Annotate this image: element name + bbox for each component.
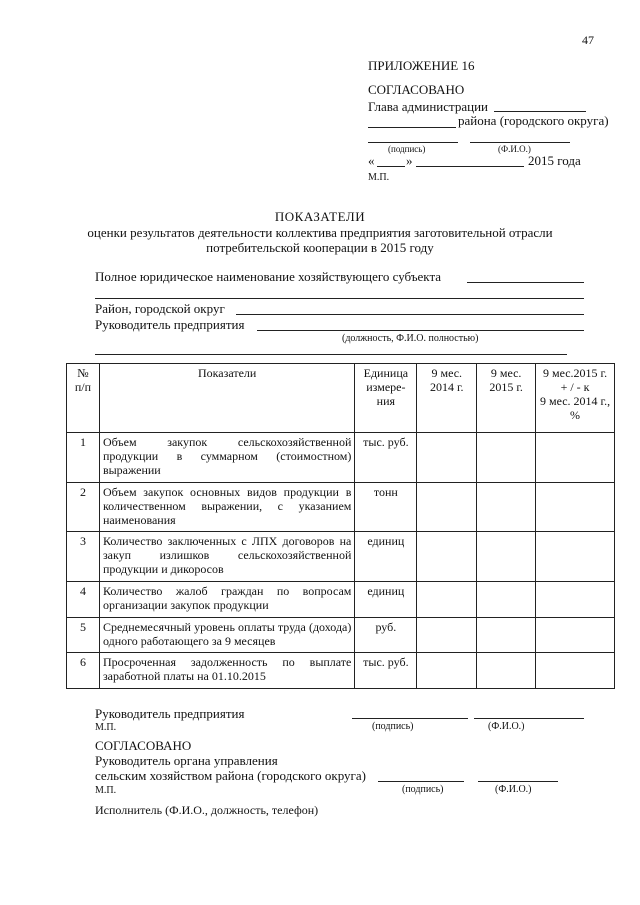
cell-9m-2014: [417, 433, 477, 483]
footer-executor-label: Исполнитель (Ф.И.О., должность, телефон): [95, 803, 319, 817]
footer-stamp-2: М.П.: [95, 785, 117, 796]
table-row: [67, 582, 615, 618]
row-unit: тонн: [355, 483, 417, 532]
row-unit: тыс. руб.: [355, 653, 417, 689]
footer-fio-caption-1: (Ф.И.О.): [488, 721, 525, 732]
signature-caption: (подпись): [388, 144, 426, 154]
row-indicator: Объем закупок сельскохозяйственной продукции в суммарном (стоимостном) выражении: [99, 433, 354, 483]
page-number: 47: [582, 33, 594, 47]
cell-9m-2014: [417, 582, 477, 618]
footer-fio-line-2: [478, 781, 558, 782]
row-number: 5: [67, 618, 100, 653]
day-line: [377, 166, 405, 167]
row-indicator: Количество жалоб граждан по вопросам организации закупок продукции: [99, 582, 354, 618]
cell-9m-2015: [477, 433, 536, 483]
cell-9m-2014: [417, 653, 477, 689]
year-label: 2015 года: [528, 153, 581, 168]
header-unit: Единица измере- ния: [355, 364, 417, 433]
district-label: района (городского округа): [458, 113, 609, 128]
district-field-label: Район, городской округ: [95, 301, 225, 316]
appendix-label: ПРИЛОЖЕНИЕ 16: [368, 58, 475, 73]
admin-name-line: [494, 111, 586, 112]
cell-change: [536, 618, 615, 653]
footer-signature-line-1: [352, 718, 468, 719]
position-caption: (должность, Ф.И.О. полностью): [342, 333, 479, 344]
footer-signature-caption-2: (подпись): [402, 784, 444, 795]
row-indicator: Объем закупок основных видов продукции в количественном выражении, с указанием наименования: [99, 483, 354, 532]
date-close-quote: »: [406, 153, 413, 168]
row-unit: тыс. руб.: [355, 433, 417, 483]
cell-change: [536, 483, 615, 532]
agreed-label: СОГЛАСОВАНО: [368, 82, 465, 97]
title-line-2: потребительской кооперации в 2015 году: [206, 240, 434, 255]
footer-authority-line-2: сельским хозяйством района (городского округа): [95, 768, 366, 783]
fio-caption: (Ф.И.О.): [498, 144, 531, 154]
head-field-line-2: [95, 354, 567, 355]
footer-authority-line-1: Руководитель органа управления: [95, 753, 278, 768]
header-9m-2015: 9 мес. 2015 г.: [477, 364, 536, 433]
date-open-quote: «: [368, 153, 375, 168]
cell-9m-2014: [417, 532, 477, 582]
month-line: [416, 166, 524, 167]
fio-line: [470, 142, 570, 143]
footer-head-label: Руководитель предприятия: [95, 706, 245, 721]
footer-signature-line-2: [378, 781, 464, 782]
signature-line: [368, 142, 458, 143]
head-field-label: Руководитель предприятия: [95, 317, 245, 332]
footer-fio-line-1: [474, 718, 584, 719]
cell-9m-2015: [477, 532, 536, 582]
indicators-table: [66, 363, 615, 689]
cell-change: [536, 532, 615, 582]
row-indicator: Количество заключенных с ЛПХ договоров на закуп излишков сельскохозяйственной продукции и дикоросов: [99, 532, 354, 582]
stamp-label: М.П.: [368, 172, 390, 183]
table-header-row: [67, 364, 615, 433]
cell-change: [536, 653, 615, 689]
document-title: ПОКАЗАТЕЛИ: [274, 209, 366, 224]
head-admin-label: Глава администрации: [368, 99, 489, 114]
row-number: 1: [67, 433, 100, 483]
district-field-line: [236, 314, 584, 315]
district-name-line: [368, 127, 456, 128]
footer-agreed-label: СОГЛАСОВАНО: [95, 738, 192, 753]
cell-change: [536, 582, 615, 618]
footer-stamp-1: М.П.: [95, 722, 117, 733]
entity-name-line-2: [95, 298, 584, 299]
head-field-line: [257, 330, 584, 331]
table-row: [67, 483, 615, 532]
row-number: 3: [67, 532, 100, 582]
table-row: [67, 433, 615, 483]
title-line-1: оценки результатов деятельности коллектива предприятия заготовительной отрасли: [87, 225, 553, 240]
header-number: № п/п: [67, 364, 100, 433]
cell-9m-2014: [417, 618, 477, 653]
footer-fio-caption-2: (Ф.И.О.): [495, 784, 532, 795]
row-unit: единиц: [355, 532, 417, 582]
cell-9m-2015: [477, 618, 536, 653]
header-9m-2014: 9 мес. 2014 г.: [417, 364, 477, 433]
cell-change: [536, 433, 615, 483]
row-unit: единиц: [355, 582, 417, 618]
cell-9m-2015: [477, 483, 536, 532]
row-number: 4: [67, 582, 100, 618]
row-number: 2: [67, 483, 100, 532]
table-row: [67, 653, 615, 689]
row-number: 6: [67, 653, 100, 689]
header-change: 9 мес.2015 г. + / - к 9 мес. 2014 г., %: [536, 364, 615, 433]
row-unit: руб.: [355, 618, 417, 653]
entity-name-line: [467, 282, 584, 283]
cell-9m-2015: [477, 653, 536, 689]
footer-signature-caption-1: (подпись): [372, 721, 414, 732]
entity-name-label: Полное юридическое наименование хозяйствующего субъекта: [95, 269, 442, 284]
row-indicator: Среднемесячный уровень оплаты труда (дохода) одного работающего за 9 месяцев: [99, 618, 354, 653]
table-row: [67, 532, 615, 582]
row-indicator: Просроченная задолженность по выплате заработной платы на 01.10.2015: [99, 653, 354, 689]
cell-9m-2015: [477, 582, 536, 618]
cell-9m-2014: [417, 483, 477, 532]
header-indicators: Показатели: [99, 364, 354, 433]
table-row: [67, 618, 615, 653]
